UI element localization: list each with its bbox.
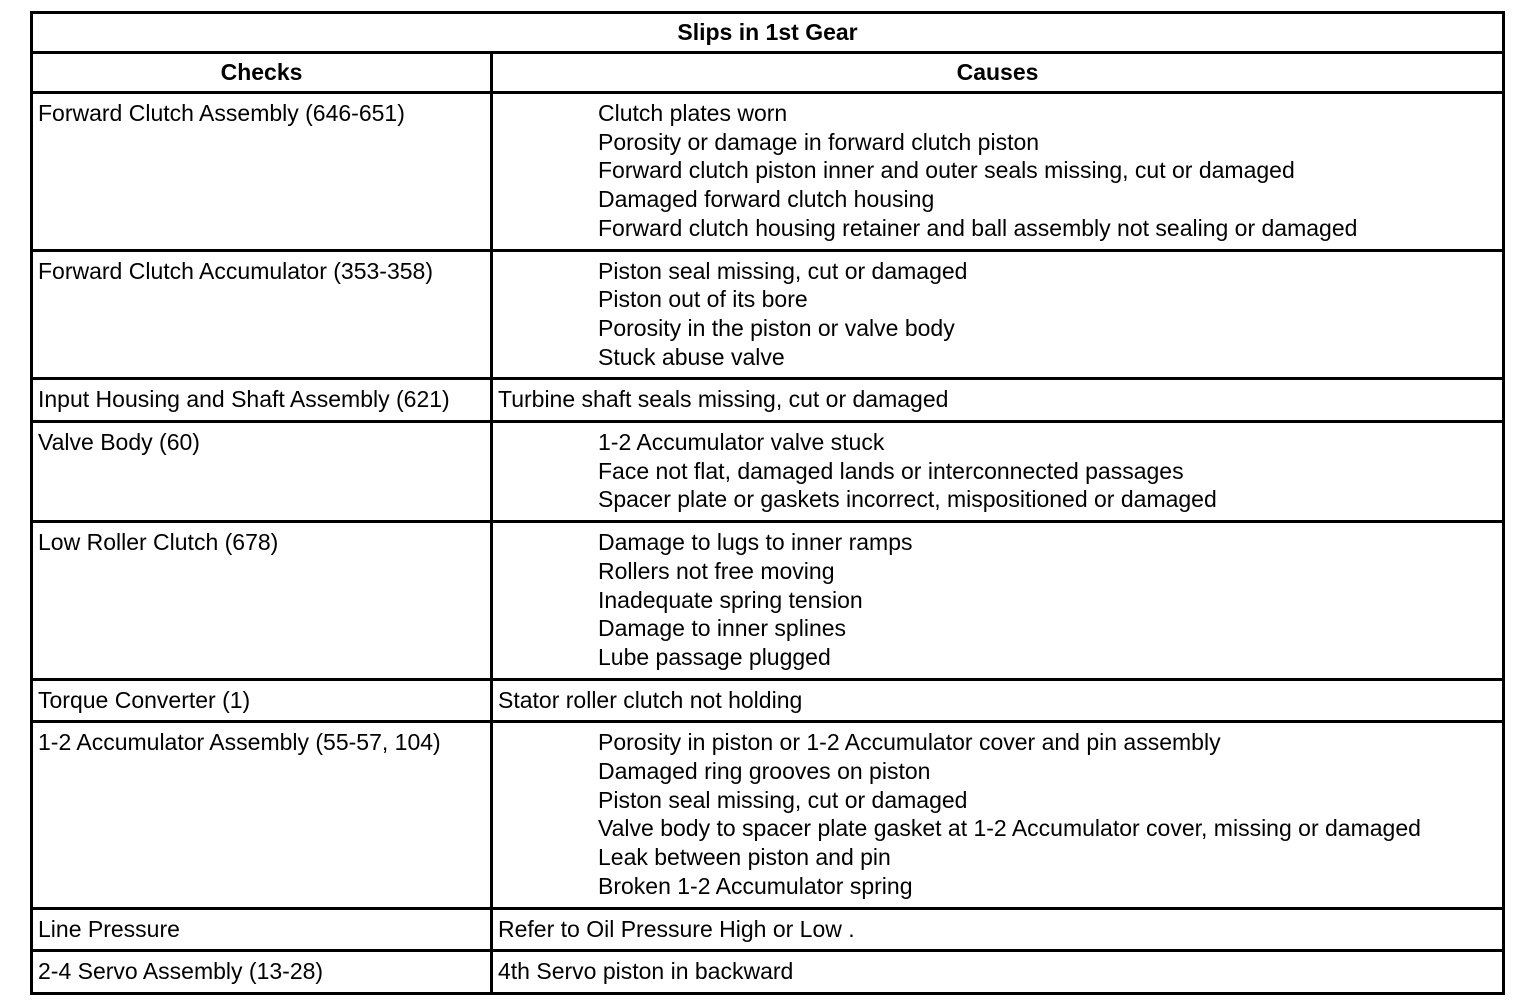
cause-item: Damaged forward clutch housing xyxy=(598,186,935,213)
check-cell: Line Pressure xyxy=(32,908,492,951)
table-row xyxy=(32,679,1504,722)
check-cell: Forward Clutch Accumulator (353-358) xyxy=(32,250,492,379)
cause-item: Face not flat, damaged lands or interconnected passages xyxy=(598,457,1184,484)
checks-header: Checks xyxy=(32,53,492,93)
title-row xyxy=(32,13,1504,53)
causes-cell xyxy=(492,951,1504,994)
causes-cell xyxy=(492,250,1504,379)
cause-item: Stator roller clutch not holding xyxy=(498,686,803,713)
cause-item: Spacer plate or gaskets incorrect, mispositioned or damaged xyxy=(598,486,1217,513)
cause-item: Piston seal missing, cut or damaged xyxy=(598,786,968,813)
causes-cell xyxy=(492,722,1504,908)
cause-list xyxy=(498,428,1502,514)
causes-cell xyxy=(492,93,1504,251)
cause-item: Broken 1-2 Accumulator spring xyxy=(598,872,913,899)
cause-item: Piston out of its bore xyxy=(598,286,808,313)
table-row xyxy=(32,422,1504,522)
check-cell: Forward Clutch Assembly (646-651) xyxy=(32,93,492,251)
header-row xyxy=(32,53,1504,93)
cause-list xyxy=(498,257,1502,372)
cause-item: Inadequate spring tension xyxy=(598,586,863,613)
causes-cell xyxy=(492,522,1504,680)
check-cell: Low Roller Clutch (678) xyxy=(32,522,492,680)
cause-item: Porosity or damage in forward clutch piston xyxy=(598,128,1040,155)
cause-item: Clutch plates worn xyxy=(598,100,788,126)
check-cell: Input Housing and Shaft Assembly (621) xyxy=(32,379,492,422)
cause-item: Forward clutch housing retainer and ball assembly not sealing or damaged xyxy=(598,214,1358,241)
cause-item: Forward clutch piston inner and outer seals missing, cut or damaged xyxy=(598,157,1295,184)
cause-list xyxy=(498,99,1502,243)
cause-list xyxy=(498,728,1502,900)
cause-item: Damaged ring grooves on piston xyxy=(598,758,931,785)
cause-item: Porosity in piston or 1-2 Accumulator cover and pin assembly xyxy=(598,729,1221,756)
table-row xyxy=(32,522,1504,680)
cause-item: 4th Servo piston in backward xyxy=(498,958,794,985)
cause-item: Rollers not free moving xyxy=(598,557,835,584)
causes-header: Causes xyxy=(492,53,1504,93)
cause-item: Lube passage plugged xyxy=(598,643,831,670)
table-row xyxy=(32,908,1504,951)
causes-cell xyxy=(492,679,1504,722)
table-row xyxy=(32,93,1504,251)
cause-list xyxy=(498,528,1502,672)
check-cell: 1-2 Accumulator Assembly (55-57, 104) xyxy=(32,722,492,908)
table-row xyxy=(32,722,1504,908)
cause-item: Porosity in the piston or valve body xyxy=(598,314,955,341)
cause-item: Refer to Oil Pressure High or Low . xyxy=(498,915,855,942)
table-row xyxy=(32,379,1504,422)
table-row xyxy=(32,951,1504,994)
cause-item: Piston seal missing, cut or damaged xyxy=(598,257,968,284)
check-cell: Valve Body (60) xyxy=(32,422,492,522)
causes-cell xyxy=(492,379,1504,422)
check-cell: 2-4 Servo Assembly (13-28) xyxy=(32,951,492,994)
cause-item: Turbine shaft seals missing, cut or damaged xyxy=(498,386,949,413)
cause-item: Stuck abuse valve xyxy=(598,343,785,370)
cause-item: Damage to lugs to inner ramps xyxy=(598,529,913,556)
cause-item: Damage to inner splines xyxy=(598,615,847,642)
cause-item: Leak between piston and pin xyxy=(598,844,891,871)
diagnosis-table xyxy=(30,11,1505,995)
check-cell: Torque Converter (1) xyxy=(32,679,492,722)
cause-item: Valve body to spacer plate gasket at 1-2 Accumulator cover, missing or damaged xyxy=(598,815,1421,842)
table-row xyxy=(32,250,1504,379)
causes-cell xyxy=(492,908,1504,951)
table-title: Slips in 1st Gear xyxy=(32,13,1504,53)
causes-cell xyxy=(492,422,1504,522)
cause-item: 1-2 Accumulator valve stuck xyxy=(598,429,885,456)
